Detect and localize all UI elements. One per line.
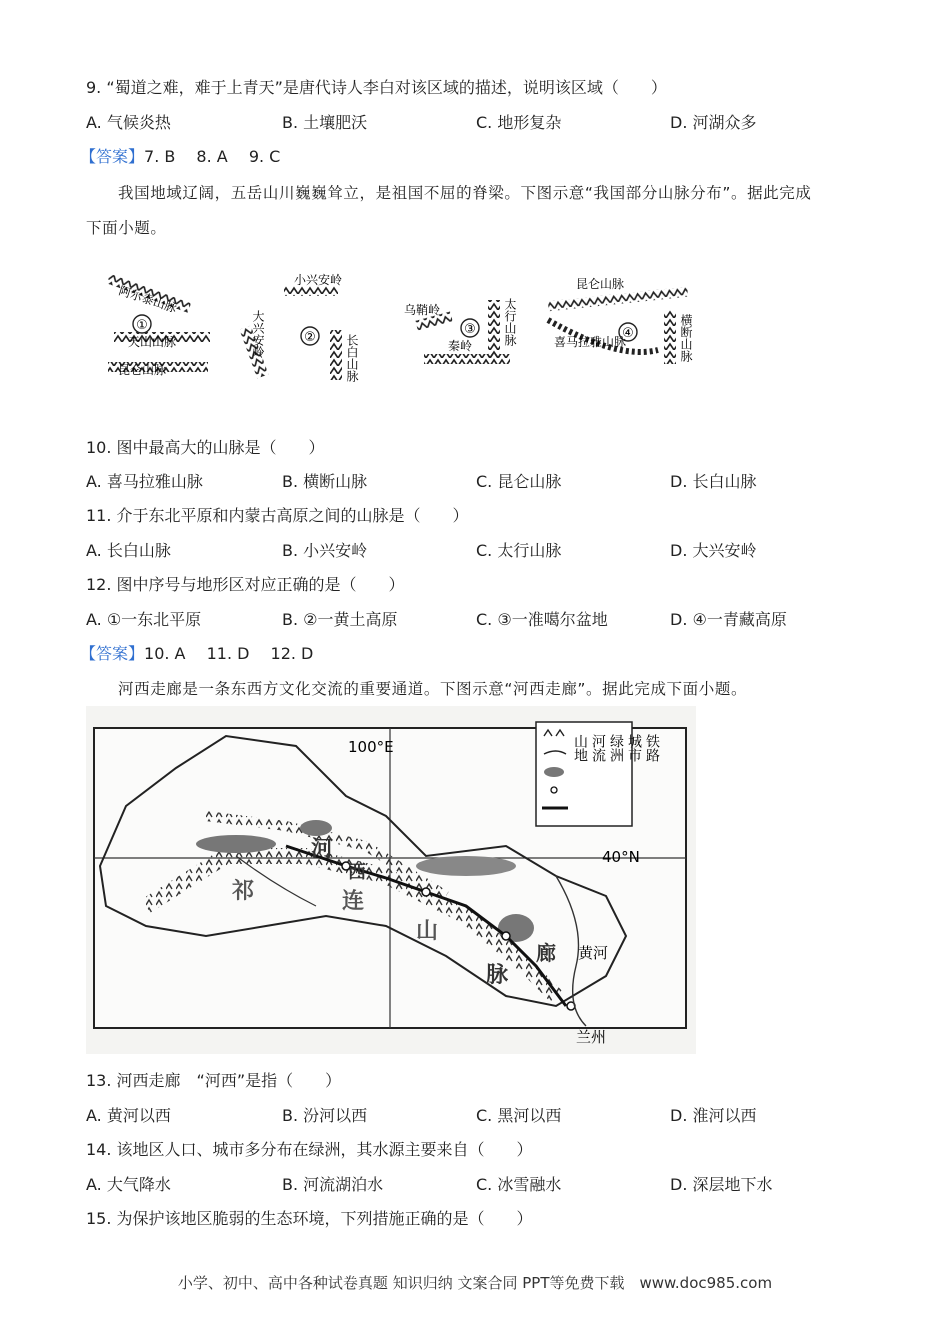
answer-text-2: 10. A 11. D 12. D — [144, 644, 314, 663]
panel-2 — [239, 272, 359, 382]
legend-item-4: 城市 — [626, 734, 642, 762]
kunlun-label-2: 昆仑山脉 — [576, 277, 625, 291]
hengduan-label: 横断山脉 — [679, 314, 693, 362]
map-char-qi: 祁 — [232, 879, 255, 904]
question-9-stem: 9. “蜀道之难，难于上青天”是唐代诗人李白对该区域的描述，说明该区域（ ） — [86, 78, 667, 97]
question-12-stem: 12. 图中序号与地形区对应正确的是（ ） — [86, 575, 405, 594]
q11-option-c: C. 太行山脉 — [476, 541, 562, 560]
latitude-label: 40°N — [602, 848, 640, 866]
map-char-lang: 廊 — [536, 941, 556, 965]
q11-option-d: D. 大兴安岭 — [670, 541, 757, 560]
answer-block-2 — [80, 644, 313, 664]
q14-option-a: A. 大气降水 — [86, 1175, 171, 1194]
q11-option-a: A. 长白山脉 — [86, 541, 171, 560]
changbai-label: 长白山脉 — [345, 334, 359, 382]
hexi-map-svg — [86, 706, 696, 1054]
panel-2-label: ② — [304, 330, 316, 345]
map-char-he: 河 — [311, 837, 334, 862]
q13-option-b: B. 汾河以西 — [282, 1106, 368, 1125]
answer-tag: 【答案】 — [80, 147, 145, 166]
longitude-label: 100°E — [348, 738, 394, 756]
q9-option-c: C. 地形复杂 — [476, 113, 562, 132]
panel-4-label: ④ — [622, 326, 634, 341]
answer-tag-2: 【答案】 — [80, 644, 145, 663]
altai-label: 阿尔泰山脉 — [117, 283, 179, 316]
legend-item-1: 山地 — [572, 734, 588, 762]
q10-option-a: A. 喜马拉雅山脉 — [86, 472, 203, 491]
legend-item-2: 河流 — [590, 734, 606, 762]
q13-option-a: A. 黄河以西 — [86, 1106, 171, 1125]
page-footer: 小学、初中、高中各种试卷真题 知识归纳 文案合同 PPT等免费下载 www.doc985.com — [177, 1274, 773, 1292]
intro-1-line-1: 我国地域辽阔，五岳山川巍巍耸立，是祖国不屈的脊梁。下图示意“我国部分山脉分布”。据此完成 — [118, 184, 812, 202]
q10-option-c: C. 昆仑山脉 — [476, 472, 562, 491]
q14-option-b: B. 河流湖泊水 — [282, 1175, 384, 1194]
q9-option-b: B. 土壤肥沃 — [282, 113, 368, 132]
map-char-shan: 山 — [416, 919, 439, 944]
huanghe-label: 黄河 — [578, 944, 609, 962]
intro-1-line-2: 下面小题。 — [86, 219, 167, 237]
panel-1-label: ① — [136, 318, 148, 333]
q13-option-c: C. 黑河以西 — [476, 1106, 562, 1125]
q12-option-a: A. ①一东北平原 — [86, 610, 202, 629]
legend-item-3: 绿洲 — [608, 734, 624, 762]
panel-3 — [404, 297, 517, 364]
q12-option-b: B. ②一黄土高原 — [282, 610, 398, 629]
q11-option-b: B. 小兴安岭 — [282, 541, 368, 560]
question-11-stem: 11. 介于东北平原和内蒙古高原之间的山脉是（ ） — [86, 506, 469, 525]
panel-1 — [107, 274, 210, 377]
q12-option-d: D. ④一青藏高原 — [670, 610, 787, 629]
legend-item-5: 铁路 — [644, 734, 660, 762]
question-15-stem: 15. 为保护该地区脆弱的生态环境，下列措施正确的是（ ） — [86, 1209, 533, 1228]
qinling-label: 秦岭 — [448, 339, 473, 353]
q12-option-c: C. ③一准噶尔盆地 — [476, 610, 608, 629]
panel-4 — [548, 277, 693, 364]
map-char-mai: 脉 — [486, 963, 509, 988]
q14-option-d: D. 深层地下水 — [670, 1175, 773, 1194]
map-char-xi: 西 — [348, 862, 366, 883]
mountain-ranges-svg — [98, 270, 718, 388]
question-13-stem: 13. 河西走廊 “河西”是指（ ） — [86, 1071, 342, 1090]
q10-option-b: B. 横断山脉 — [282, 472, 368, 491]
intro-2: 河西走廊是一条东西方文化交流的重要通道。下图示意“河西走廊”。据此完成下面小题。 — [118, 680, 748, 698]
question-10-stem: 10. 图中最高大的山脉是（ ） — [86, 438, 325, 457]
taihang-label: 太行山脉 — [503, 298, 517, 346]
map-char-lian: 连 — [342, 889, 365, 914]
q14-option-c: C. 冰雪融水 — [476, 1175, 562, 1194]
lanzhou-label: 兰州 — [576, 1028, 607, 1046]
answer-text: 7. B 8. A 9. C — [144, 147, 281, 166]
kunlun-label-1: 昆仑山脉 — [118, 363, 167, 377]
question-14-stem: 14. 该地区人口、城市多分布在绿洲，其水源主要来自（ ） — [86, 1140, 533, 1159]
wushaoling-label: 乌鞘岭 — [404, 303, 441, 317]
answer-block-1 — [80, 147, 280, 167]
mountain-ranges-figure — [98, 270, 718, 388]
xiaoxinganling-label: 小兴安岭 — [294, 273, 343, 287]
tianshan-label: 天山山脉 — [128, 335, 177, 349]
hexi-corridor-map — [86, 706, 696, 1054]
q9-option-a: A. 气候炎热 — [86, 113, 171, 132]
daxinganling-label: 大兴安岭 — [251, 310, 265, 358]
himalaya-label: 喜马拉雅山脉 — [554, 335, 627, 349]
q10-option-d: D. 长白山脉 — [670, 472, 757, 491]
panel-3-label: ③ — [464, 322, 476, 337]
q9-option-d: D. 河湖众多 — [670, 113, 757, 132]
q13-option-d: D. 淮河以西 — [670, 1106, 757, 1125]
